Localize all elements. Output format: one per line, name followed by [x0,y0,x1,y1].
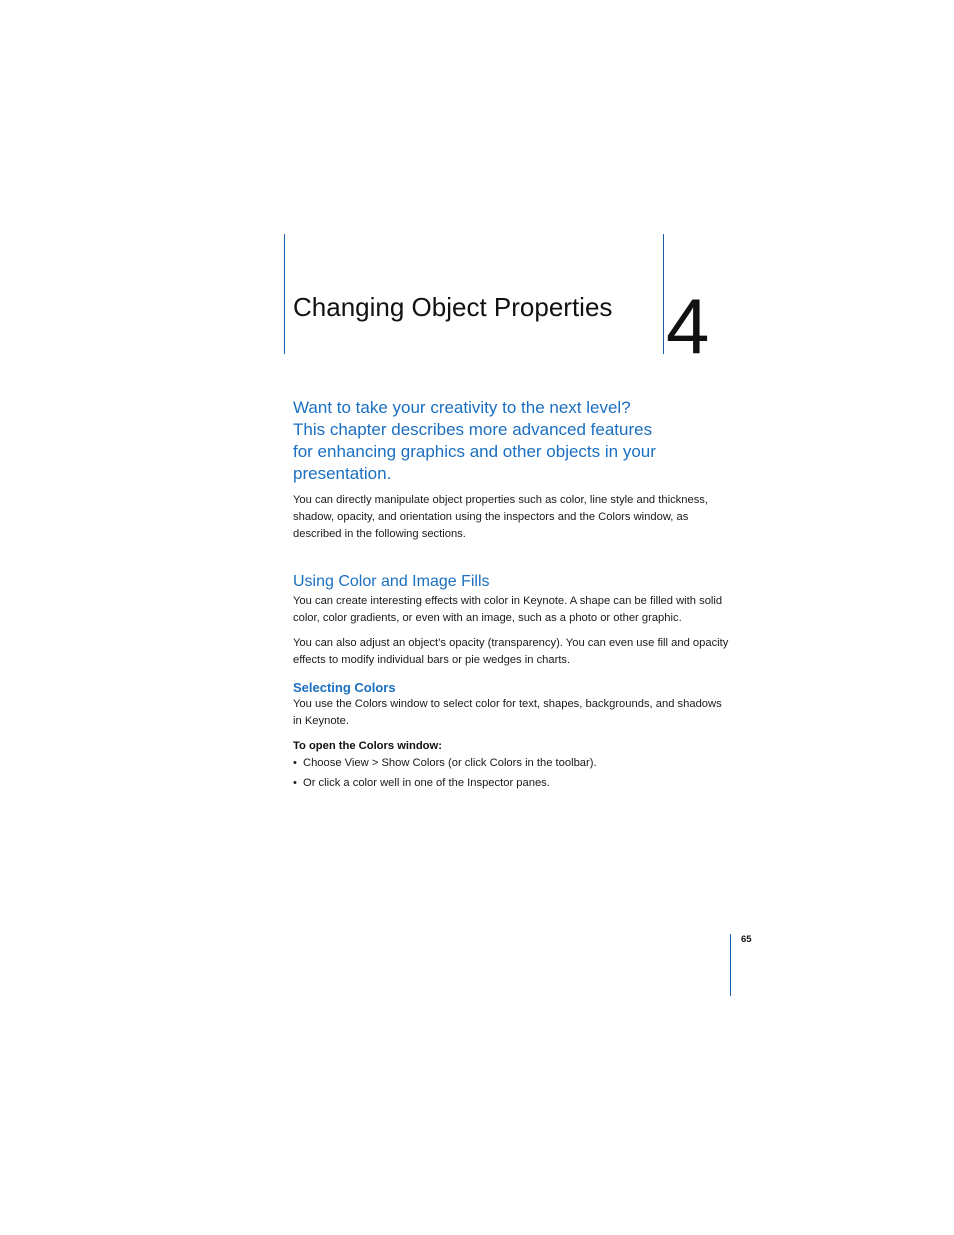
bullet-glyph: • [293,777,297,789]
task-steps-list [293,755,733,795]
overview-paragraph: You can directly manipulate object properties such as color, line style and thickness, shadow, opacity, and orientation using the inspectors and the Colors window, as described in the following sections. [293,494,708,540]
chapter-title: Changing Object Properties [293,292,613,322]
chapter-rule-right [663,234,664,354]
intro-line: Want to take your creativity to the next level? [293,398,631,417]
task-label: To open the Colors window: [293,740,442,752]
fills-paragraph-2: You can also adjust an object’s opacity (transparency). You can even use fill and opacity effects to modify individual bars or pie wedges in charts. [293,637,729,666]
task-step-text: Or click a color well in one of the Inspector panes. [303,777,550,789]
footer-rule [730,934,731,996]
chapter-rule-left [284,234,285,354]
subsection-heading-selecting-colors: Selecting Colors [293,680,396,695]
fills-paragraph-1: You can create interesting effects with color in Keynote. A shape can be filled with solid color, color gradients, or even with an image, such as a photo or other graphic. [293,595,723,624]
bullet-glyph: • [293,757,297,769]
chapter-intro [293,397,713,485]
list-item [293,755,733,772]
page-number: 65 [741,934,752,945]
list-item [293,775,733,792]
task-step-text: Choose View > Show Colors (or click Colors in the toolbar). [303,757,597,769]
section-heading-color-fills: Using Color and Image Fills [293,573,490,590]
colors-paragraph: You use the Colors window to select color for text, shapes, backgrounds, and shadows in Keynote. [293,698,722,727]
intro-line: presentation. [293,464,392,483]
chapter-number: 4 [666,282,710,370]
intro-line: This chapter describes more advanced features [293,420,653,439]
intro-line: for enhancing graphics and other objects in your [293,442,656,461]
